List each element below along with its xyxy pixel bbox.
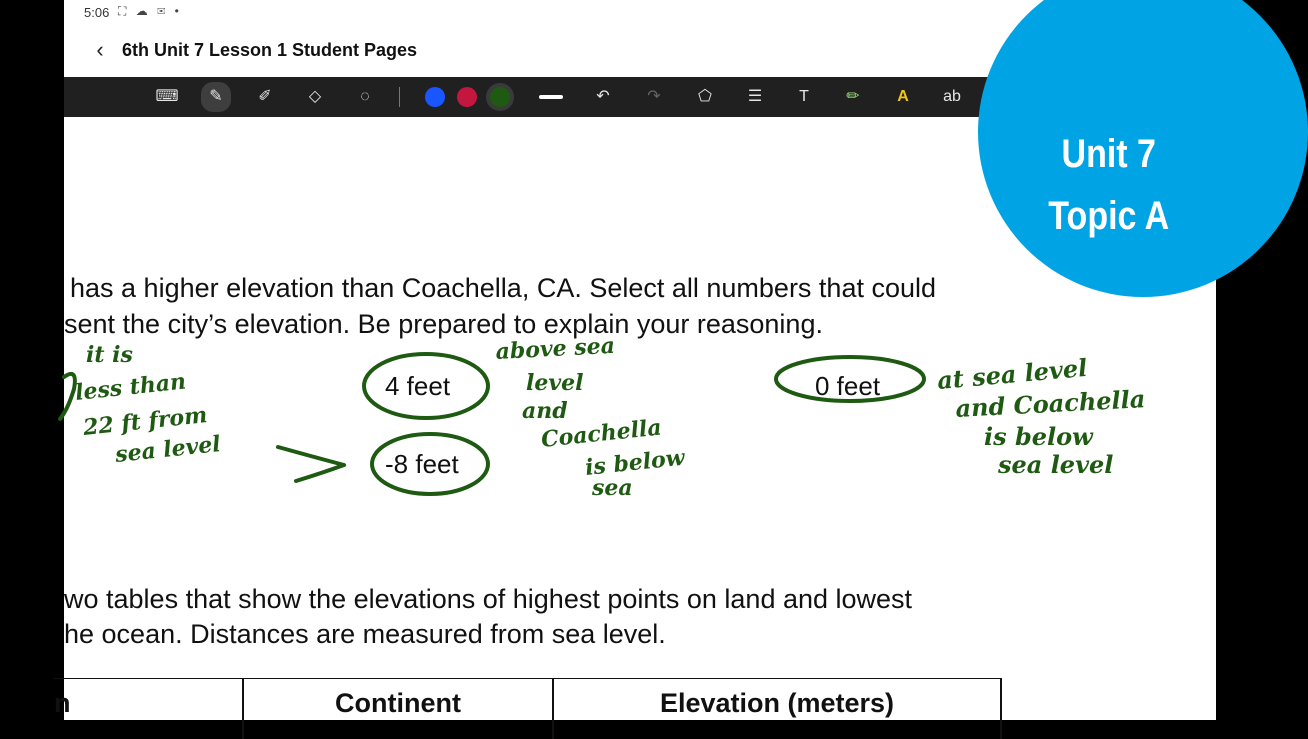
note-right-line4: sea level [998, 450, 1114, 479]
text-fill-icon[interactable]: A [897, 88, 909, 105]
choice-neg8-feet[interactable]: -8 feet [385, 449, 459, 479]
color-green-swatch[interactable] [490, 87, 510, 107]
shape-pen-icon[interactable]: ⬠ [698, 88, 712, 105]
align-text-icon[interactable]: ☰ [747, 88, 763, 105]
document-title: 6th Unit 7 Lesson 1 Student Pages [122, 40, 418, 60]
redo-icon[interactable]: ↷ [647, 88, 661, 105]
note-right-line1: at sea level [935, 352, 1089, 395]
note-left-line1: it is [86, 342, 133, 368]
note-right-line3: is below [984, 422, 1093, 451]
color-red-swatch[interactable] [457, 87, 477, 107]
toolbar-divider [399, 87, 400, 107]
note-mid-line3: and [522, 398, 568, 424]
keyboard-icon[interactable]: ⌨ [155, 88, 179, 105]
ink-bracket [60, 374, 75, 419]
text-box-icon[interactable]: ab [943, 88, 961, 105]
choice-0-feet[interactable]: 0 feet [815, 371, 881, 401]
table-header-col1: n [54, 688, 71, 718]
topic-label: Topic A [1048, 194, 1170, 238]
question-text-line1: has a higher elevation than Coachella, CA. Select all numbers that could [70, 273, 937, 303]
question-text-line2: sent the city’s elevation. Be prepared to explain your reasoning. [64, 309, 823, 339]
arrow-mark [278, 447, 344, 481]
choice-4-feet[interactable]: 4 feet [385, 371, 451, 401]
stroke-thickness[interactable] [539, 95, 563, 99]
note-mid-line5: is below [583, 444, 686, 481]
table-header-continent: Continent [335, 688, 461, 718]
elevation-table [54, 678, 1002, 739]
table-header-elevation: Elevation (meters) [659, 688, 895, 718]
note-left-line4: sea level [113, 431, 222, 468]
pen-icon[interactable]: ✎ [201, 82, 231, 112]
info-text-line2: he ocean. Distances are measured from sea level. [64, 619, 666, 649]
note-mid-line4: Coachella [539, 414, 663, 453]
lasso-icon[interactable]: ◌ [360, 88, 370, 105]
text-style-icon[interactable]: T [799, 88, 809, 105]
highlighter-icon[interactable]: ✐ [258, 88, 272, 105]
notification-icons: ⛶ ☁ ✉ • [118, 4, 182, 18]
note-left-line2: less than [73, 368, 188, 406]
info-text-line1: wo tables that show the elevations of highest points on land and lowest [64, 584, 913, 614]
note-right-line2: and Coachella [954, 384, 1146, 423]
status-time: 5:06 [84, 5, 110, 20]
note-mid-line2: level [526, 370, 584, 396]
unit-label: Unit 7 [1061, 132, 1156, 176]
note-left-line3: 22 ft from [81, 402, 209, 441]
color-blue-swatch[interactable] [425, 87, 445, 107]
eraser-icon[interactable]: ◇ [308, 88, 322, 105]
note-mid-line6: sea [592, 475, 633, 501]
app-screen [54, 0, 1216, 720]
back-icon[interactable]: ‹ [96, 37, 104, 62]
document-page[interactable] [54, 117, 1216, 720]
pencil-color-icon[interactable]: ✏ [846, 88, 860, 105]
undo-icon[interactable]: ↶ [596, 88, 610, 105]
unit-badge-text [1028, 123, 1190, 247]
table-divider [1000, 679, 1002, 739]
note-mid-line1: above sea [494, 332, 616, 365]
